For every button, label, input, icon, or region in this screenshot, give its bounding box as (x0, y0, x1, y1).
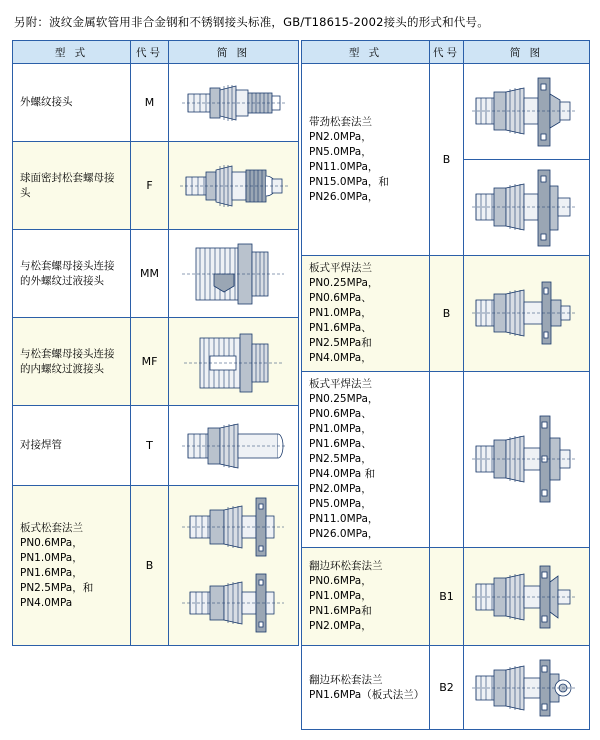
table-row (13, 318, 299, 406)
row-type: 带劲松套法兰 PN2.0MPa，PN5.0MPa，PN11.0MPa，PN15.0MPa，和PN26.0MPa， (302, 64, 430, 256)
right-table (301, 40, 590, 730)
table-row (302, 256, 590, 372)
row-type: 板式松套法兰 PN0.6MPa，PN1.0MPa，PN1.6MPa，PN2.5MPa，和PN4.0MPa (13, 486, 131, 646)
row-code (430, 372, 464, 548)
tables-container (12, 40, 588, 730)
figure-plate-loose-flange (169, 486, 299, 646)
row-type: 翻边环松套法兰 PN0.6MPa，PN1.0MPa，PN1.6MPa和PN2.0MPa， (302, 548, 430, 646)
table-row (302, 372, 590, 548)
row-code: B (430, 256, 464, 372)
row-type: 翻边环松套法兰 PN1.6MPa（板式法兰） (302, 646, 430, 730)
table-row (13, 142, 299, 230)
row-code: MF (131, 318, 169, 406)
row-code: F (131, 142, 169, 230)
table-row (13, 64, 299, 142)
header-figure: 简 图 (464, 41, 590, 64)
figure-flared-ring-loose-flange-plate (464, 646, 590, 730)
header-code: 代号 (131, 41, 169, 64)
figure-flared-ring-loose-flange (464, 548, 590, 646)
row-code: B2 (430, 646, 464, 730)
figure-plate-flat-weld-flange-2 (464, 372, 590, 548)
table-row (13, 486, 299, 646)
figure-male-thread-joint (169, 64, 299, 142)
left-table (12, 40, 299, 646)
page-title: 另附：波纹金属软管用非合金钢和不锈钢接头标准，GB/T18615-2002接头的形式和代号。 (14, 15, 489, 29)
table-row (13, 230, 299, 318)
row-type: 球面密封松套螺母接头 (13, 142, 131, 230)
header-type: 型 式 (302, 41, 430, 64)
figure-ribbed-loose-flange-2 (464, 160, 590, 256)
header-figure: 简 图 (169, 41, 299, 64)
row-type: 与松套螺母接头连接的外螺纹过液接头 (13, 230, 131, 318)
table-row (302, 646, 590, 730)
figure-plate-flat-weld-flange-1 (464, 256, 590, 372)
header-type: 型 式 (13, 41, 131, 64)
row-type: 板式平焊法兰 PN0.25MPa，PN0.6MPa、PN1.0MPa，PN1.6MPa、PN2.5MPa，PN4.0MPa 和PN2.0MPa，PN5.0MPa，PN11.0MPa，PN26.0MPa， (302, 372, 430, 548)
row-type: 外螺纹接头 (13, 64, 131, 142)
table-header-row (302, 41, 590, 64)
figure-spherical-seal-union-nut-joint (169, 142, 299, 230)
figure-butt-weld-pipe (169, 406, 299, 486)
row-type: 与松套螺母接头连接的内螺纹过渡接头 (13, 318, 131, 406)
table-row (13, 406, 299, 486)
row-code: B1 (430, 548, 464, 646)
row-code: MM (131, 230, 169, 318)
row-code: B (430, 64, 464, 256)
row-type: 板式平焊法兰 PN0.25MPa，PN0.6MPa、PN1.0MPa，PN1.6MPa、PN2.5MPa和PN4.0MPa， (302, 256, 430, 372)
header-code: 代号 (430, 41, 464, 64)
figure-ribbed-loose-flange (464, 64, 590, 160)
table-row (302, 64, 590, 160)
table-row (302, 548, 590, 646)
row-code: T (131, 406, 169, 486)
row-code: M (131, 64, 169, 142)
row-code: B (131, 486, 169, 646)
figure-external-thread-transition-joint (169, 230, 299, 318)
table-header-row (13, 41, 299, 64)
figure-internal-thread-transition-joint (169, 318, 299, 406)
row-type: 对接焊管 (13, 406, 131, 486)
